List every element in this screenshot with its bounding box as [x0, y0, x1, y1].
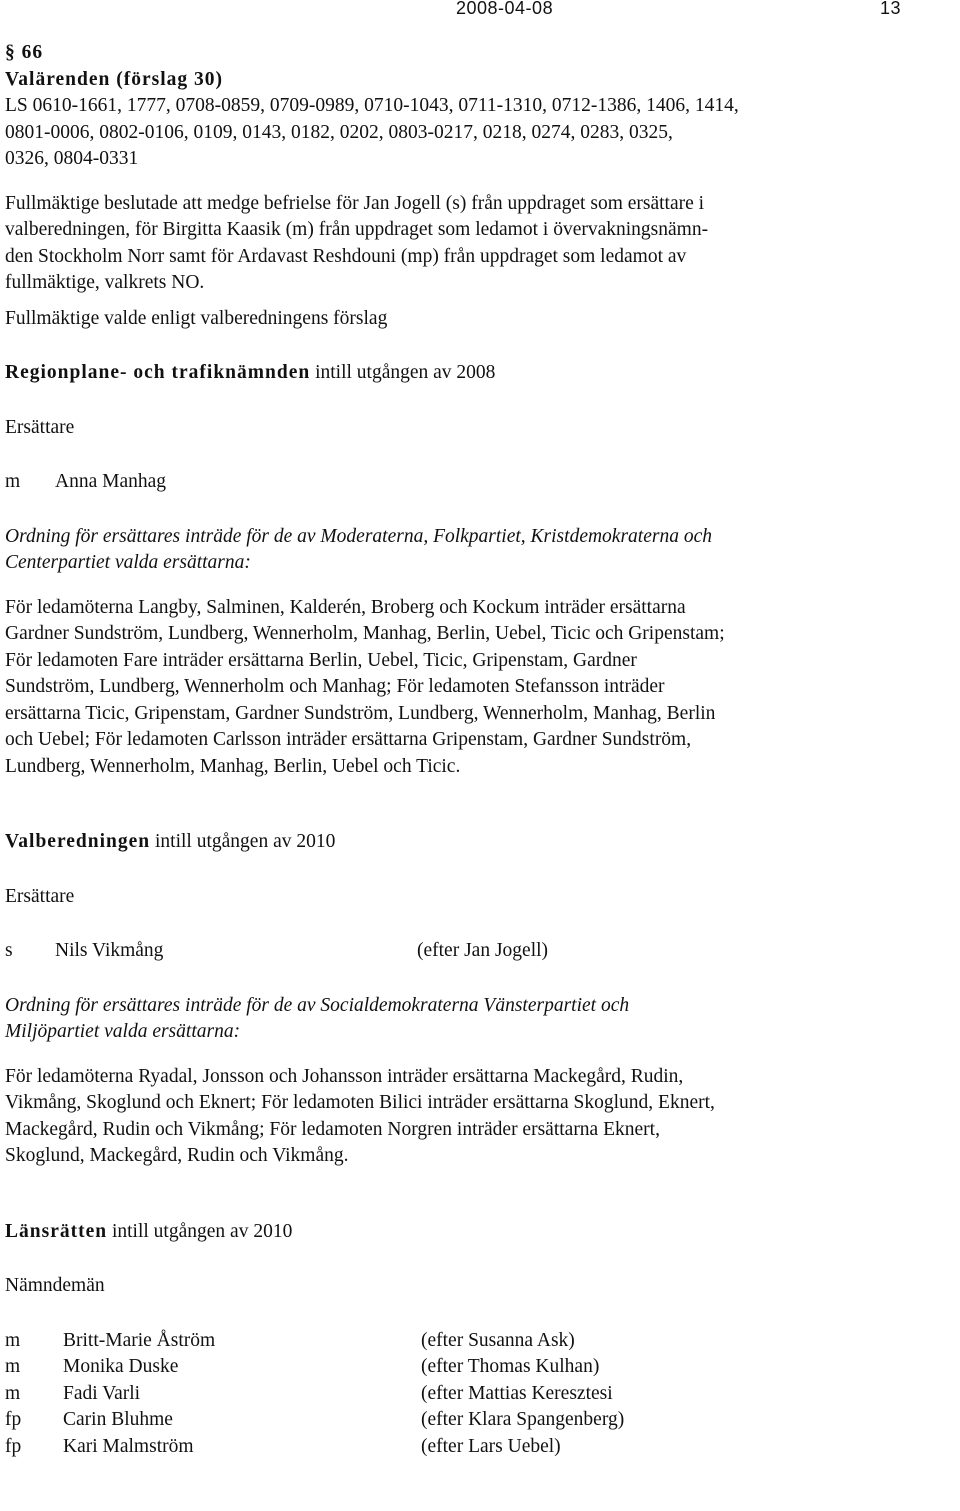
member-party: s [5, 940, 13, 961]
item-title: Valärenden (förslag 30) [5, 68, 223, 90]
paragraph-number: § 66 [5, 42, 44, 63]
order-title [5, 524, 957, 577]
member-name: Monika Duske [63, 1356, 179, 1377]
section-heading-vb [5, 829, 957, 856]
member-party: fp [5, 1409, 22, 1430]
order-title-line: Centerpartiet valda ersättarna: [5, 552, 251, 573]
section-heading-term: intill utgången av 2010 [107, 1220, 293, 1242]
order-text-line: För ledamöterna Langby, Salminen, Kalderén, Broberg och Kockum inträder ersättarna [5, 596, 686, 618]
order-text-line: För ledamoten Fare inträder ersättarna Berlin, Uebel, Ticic, Gripenstam, Gardner [5, 649, 637, 671]
document-body [5, 40, 957, 1460]
order-text-line: Vikmång, Skoglund och Eknert; För ledamoten Bilici inträder ersättarna Skoglund, Eknert, [5, 1092, 715, 1113]
member-name: Kari Malmström [63, 1435, 194, 1457]
member-replaces: (efter Mattias Keresztesi [421, 1382, 613, 1404]
section-heading-term: intill utgången av 2010 [150, 831, 336, 852]
page-number: 13 [880, 0, 902, 18]
member-party: m [5, 1382, 21, 1404]
member-party: m [5, 1356, 21, 1377]
order-title [5, 993, 957, 1046]
order-text-line: Skoglund, Mackegård, Rudin och Vikmång. [5, 1145, 349, 1166]
order-text [5, 1064, 957, 1170]
reference-line: 0326, 0804-0331 [5, 148, 139, 169]
role-label: Ersättare [5, 416, 75, 438]
member-name: Nils Vikmång [55, 940, 164, 961]
decision-line: den Stockholm Norr samt för Ardavast Reshdouni (mp) från uppdraget som ledamot av [5, 245, 687, 267]
member-replaces: (efter Thomas Kulhan) [421, 1356, 600, 1377]
section-heading-term: intill utgången av 2008 [310, 362, 496, 383]
elected-intro: Fullmäktige valde enligt valberedningens förslag [5, 307, 388, 329]
order-text-line: Lundberg, Wennerholm, Manhag, Berlin, Uebel och Ticic. [5, 755, 461, 777]
member-replaces: (efter Jan Jogell) [417, 940, 549, 961]
member-row [5, 1328, 957, 1355]
reference-line: LS 0610-1661, 1777, 0708-0859, 0709-0989, 0710-1043, 0711-1310, 0712-1386, 1406, 1414, [5, 95, 739, 116]
order-text [5, 595, 957, 781]
member-name: Fadi Varli [63, 1382, 141, 1404]
section-heading-name: Länsrätten [5, 1220, 108, 1242]
member-row [5, 1407, 957, 1434]
role-label: Nämndemän [5, 1275, 105, 1296]
order-text-line: och Uebel; För ledamoten Carlsson inträder ersättarna Gripenstam, Gardner Sundström, [5, 729, 692, 750]
member-row [5, 1354, 957, 1381]
decision-line: Fullmäktige beslutade att medge befrielse för Jan Jogell (s) från uppdraget som ersättare i [5, 192, 705, 214]
member-replaces: (efter Lars Uebel) [421, 1435, 561, 1457]
member-row [5, 1381, 957, 1408]
decision-line: valberedningen, för Birgitta Kaasik (m) från uppdraget som ledamot i övervakningsnämn- [5, 219, 709, 240]
member-row [5, 469, 957, 496]
decision-line: fullmäktige, valkrets NO. [5, 272, 205, 293]
member-name: Anna Manhag [55, 471, 167, 492]
reference-list [5, 93, 957, 173]
order-text-line: Gardner Sundström, Lundberg, Wennerholm, Manhag, Berlin, Uebel, Ticic och Gripenstam; [5, 623, 725, 644]
order-text-line: För ledamöterna Ryadal, Jonsson och Johansson inträder ersättarna Mackegård, Rudin, [5, 1065, 684, 1087]
section-heading-name: Regionplane- och trafiknämnden [5, 362, 311, 383]
member-party: fp [5, 1435, 22, 1457]
header-date: 2008-04-08 [456, 0, 554, 18]
member-replaces: (efter Klara Spangenberg) [421, 1409, 625, 1430]
section-heading-lr [5, 1219, 957, 1246]
section-heading-name: Valberedningen [5, 831, 151, 852]
order-text-line: Mackegård, Rudin och Vikmång; För ledamoten Norgren inträder ersättarna Eknert, [5, 1118, 660, 1140]
section-heading-rtn [5, 360, 957, 387]
order-title-line: Ordning för ersättares inträde för de av Moderaterna, Folkpartiet, Kristdemokraterna och [5, 525, 712, 547]
order-text-line: ersättarna Ticic, Gripenstam, Gardner Sundström, Lundberg, Wennerholm, Manhag, Berlin [5, 702, 716, 724]
reference-line: 0801-0006, 0802-0106, 0109, 0143, 0182, 0202, 0803-0217, 0218, 0274, 0283, 0325, [5, 121, 673, 143]
decision-paragraph [5, 191, 957, 297]
order-title-line: Ordning för ersättares inträde för de av Socialdemokraterna Vänsterpartiet och [5, 994, 630, 1016]
order-text-line: Sundström, Lundberg, Wennerholm och Manhag; För ledamoten Stefansson inträder [5, 676, 665, 697]
order-title-line: Miljöpartiet valda ersättarna: [5, 1021, 241, 1042]
member-party: m [5, 471, 21, 492]
member-row [5, 938, 957, 965]
member-replaces: (efter Susanna Ask) [421, 1329, 575, 1351]
member-row [5, 1434, 957, 1461]
member-list [5, 1328, 957, 1461]
member-name: Carin Bluhme [63, 1409, 173, 1430]
member-name: Britt-Marie Åström [63, 1329, 216, 1351]
member-party: m [5, 1329, 21, 1351]
role-label: Ersättare [5, 885, 75, 907]
